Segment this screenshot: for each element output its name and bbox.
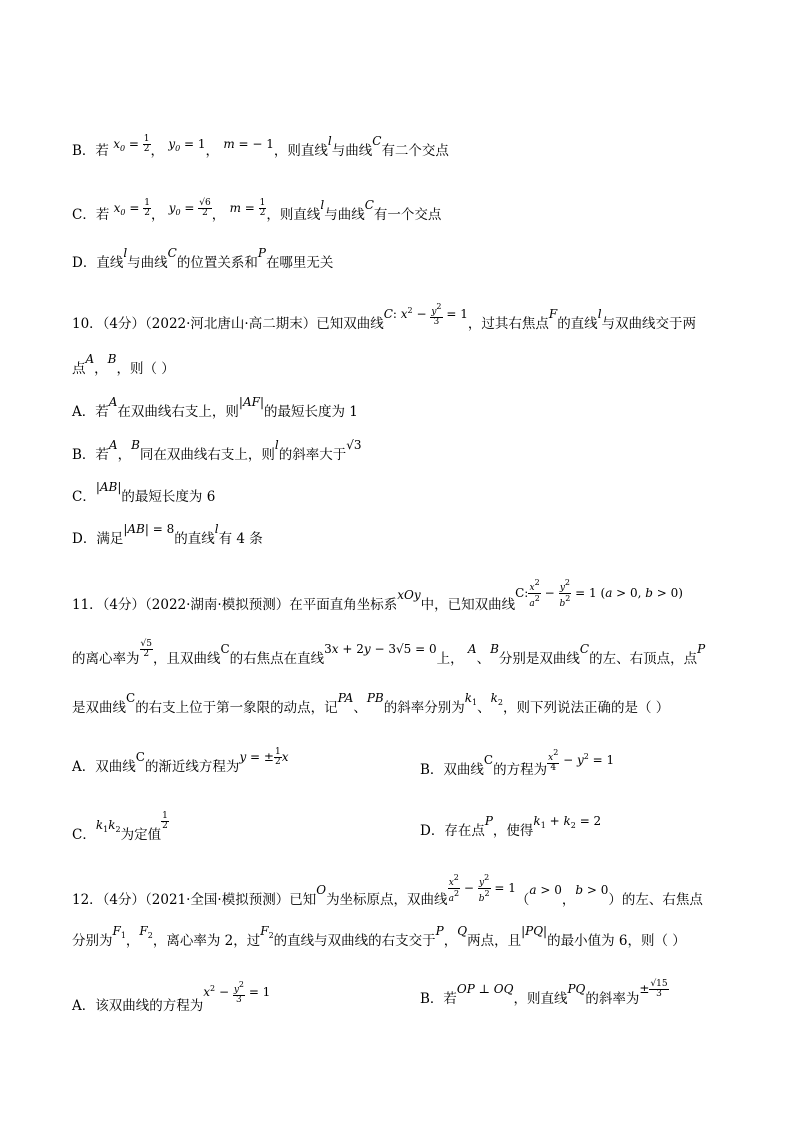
math-half: $\frac{1}{2}$: [162, 811, 168, 831]
q10-option-b: B．若A，B同在双曲线右支上，则l的斜率大于√3: [72, 438, 362, 463]
math-C: C: [167, 246, 177, 260]
q12-option-a: [72, 980, 271, 1014]
text: 的位置关系和: [176, 255, 258, 271]
text: 11．（4分）（2022·湖南·模拟预测）在平面直角坐标系: [72, 597, 398, 613]
text: ，: [443, 933, 458, 949]
math-C: C: [126, 691, 136, 705]
text: 同在双曲线右支上，则: [139, 447, 275, 463]
text: 的右焦点在直线: [229, 651, 325, 667]
text: 的方程为: [493, 762, 548, 778]
math-P: P: [257, 246, 266, 260]
math-B: B: [131, 438, 140, 452]
option-label: D．直线: [72, 255, 124, 271]
q11-stem-line3: [72, 689, 669, 717]
math-m: m = $\frac{1}{2}$: [229, 198, 266, 218]
q9-option-b: B．若 $x_0$ = $\frac{1}{2}$ ， $y_0 = 1$， m = − 1，则直线l与曲线C有二个交点: [72, 134, 449, 159]
q9-option-c: C．若 $x_0$ = $\frac{1}{2}$ ， $y_0$ = $\frac{√6}{2}$ ， m = $\frac{1}{2}$ ，则直线l与曲线C有一个交点: [72, 198, 442, 223]
text: 的直线: [557, 316, 598, 332]
math-k2: $k_2$: [490, 691, 503, 707]
math-Q: Q: [457, 924, 468, 938]
text: 分别为: [72, 933, 113, 949]
q12-stem: [72, 873, 703, 909]
math-PQ-abs: |PQ|: [521, 924, 548, 938]
q10-option-d: [72, 520, 263, 548]
q9-option-d: [72, 244, 333, 272]
q11-option-b: [420, 748, 614, 779]
math-equation: $x^2$ − $\frac{y2}{3}$ = 1: [203, 980, 271, 1005]
text: （: [515, 892, 530, 908]
math-B: B: [490, 642, 499, 656]
math-P: P: [697, 642, 706, 656]
text: 、: [477, 700, 491, 716]
text: 的斜率分别为: [383, 700, 465, 716]
text: ，则下列说法正确的是（ ）: [502, 700, 670, 716]
q12-option-b: [420, 980, 669, 1008]
math-asymptote: y = ± $\frac{1}{2}$ x: [239, 747, 289, 767]
math-AB-eq: |AB| = 8: [123, 522, 175, 536]
text: ，: [561, 892, 576, 908]
math-x0: $x_0$ = $\frac{1}{2}$: [113, 198, 150, 218]
math-C: C: [483, 753, 494, 767]
math-l: l: [123, 246, 128, 260]
text: 是双曲线: [72, 700, 126, 716]
q10-stem: [72, 302, 696, 333]
text: A．若: [72, 404, 109, 420]
math-F2: $F_2$: [260, 924, 274, 940]
text: 10．（4分）（2022·河北唐山·高二期末）已知双曲线: [72, 316, 384, 332]
text: ，则直线: [273, 143, 328, 159]
math-l: l: [327, 134, 332, 148]
math-C: C: [372, 134, 382, 148]
math-b-pos: b > 0: [575, 883, 609, 897]
math-B: B: [107, 352, 117, 366]
text: ）的左、右焦点: [608, 892, 703, 908]
text: 点: [72, 361, 86, 377]
math-PA: PA: [337, 691, 354, 705]
text: 、: [353, 700, 367, 716]
math-OP-perp-OQ: OP ⊥ OQ: [456, 982, 514, 996]
math-F1: $F_1$: [112, 924, 126, 940]
math-A: A: [85, 352, 95, 366]
text: 的最小值为 6，则（ ）: [547, 933, 686, 949]
text: 分别是双曲线: [498, 651, 580, 667]
math-sqrt3: √3: [346, 438, 362, 452]
text: ，则直线: [266, 207, 321, 223]
text: 的最短长度为 6: [121, 489, 216, 505]
math-AB: |AB|: [95, 480, 122, 494]
text: 有 4 条: [218, 531, 263, 547]
q12-options-ab: [72, 980, 732, 1015]
math-xOy: xOy: [397, 588, 421, 602]
math-PB: PB: [366, 691, 384, 705]
option-label: C．若: [72, 207, 110, 223]
math-x0: $x_0$ = $\frac{1}{2}$: [113, 134, 150, 154]
text: B．若: [420, 991, 457, 1007]
q10-option-a: [72, 393, 358, 421]
text: 中，已知双曲线: [420, 597, 516, 613]
text: 有一个交点: [373, 207, 442, 223]
math-k1: $k_1$: [464, 691, 478, 707]
math-equation: $\frac{x2}{4}$ − $y^2 = 1$: [548, 748, 615, 773]
q11-option-c: [72, 811, 169, 843]
math-ecc: $\frac{√5}{2}$: [140, 639, 152, 659]
text: ，则（ ）: [116, 361, 175, 377]
math-F2: $F_2$: [139, 924, 153, 940]
math-slope: ± $\frac{√15}{3}$: [639, 979, 668, 999]
text: 的最短长度为 1: [264, 404, 358, 420]
math-y0: $y_0$ = $\frac{√6}{2}$: [168, 198, 211, 218]
text: ，且双曲线: [152, 651, 221, 667]
math-O: O: [316, 883, 327, 897]
option-label: B．若: [72, 143, 109, 159]
text: A．该双曲线的方程为: [72, 998, 204, 1014]
math-PQ: PQ: [567, 982, 586, 996]
q11-stem: [72, 578, 683, 614]
text: C．: [72, 489, 96, 505]
text: 在双曲线右支上，则: [117, 404, 239, 420]
math-P: P: [435, 924, 444, 938]
q12-stem-line2: [72, 922, 686, 950]
math-curve: C: $\frac{x2}{a2}$ − $\frac{y2}{b2}$ = 1 (a > 0, b > 0): [515, 578, 683, 609]
text: 有二个交点: [381, 143, 449, 159]
text: 上，: [436, 651, 464, 667]
math-k1k2: $k_1k_2$: [95, 818, 121, 834]
math-C: C: [579, 642, 590, 656]
text: 与曲线: [127, 255, 168, 271]
q10-stem-cont: 点A，B，则（ ）: [72, 352, 175, 377]
text: ，使得: [492, 823, 534, 839]
q11-stem-line2: [72, 640, 705, 668]
math-a-pos: a > 0: [529, 883, 562, 897]
math-AF: |AF|: [238, 395, 265, 409]
math-C: C: [220, 642, 230, 656]
math-y0: $y_0 = 1$: [168, 137, 206, 153]
text: 的直线: [174, 531, 215, 547]
q11-options-cd: [72, 812, 732, 844]
math-m: m = − 1: [223, 137, 274, 151]
math-curve: C: $x^2$ − $\frac{y2}{3}$ = 1: [383, 302, 468, 327]
text: 为定值: [120, 827, 162, 843]
text: 在哪里无关: [265, 255, 334, 271]
text: 的斜率为: [585, 991, 640, 1007]
math-C: C: [135, 750, 145, 764]
math-l: l: [320, 198, 325, 212]
text: 两点，且: [467, 933, 522, 949]
math-A: A: [108, 395, 118, 409]
math-l: l: [214, 522, 219, 536]
text: 与曲线: [324, 207, 365, 223]
text: 的离心率为: [72, 651, 140, 667]
math-l: l: [274, 438, 279, 452]
text: A．双曲线: [72, 759, 136, 775]
math-P: P: [484, 814, 493, 828]
math-line: 3x + 2y − 3√5 = 0: [324, 642, 437, 656]
q11-options-ab: [72, 748, 732, 776]
q11-option-d: [420, 812, 601, 840]
text: ，过其右焦点: [467, 316, 549, 332]
text: ，离心率为 2，过: [152, 933, 261, 949]
text: B．双曲线: [420, 762, 484, 778]
text: B．若: [72, 447, 109, 463]
text: 的渐近线方程为: [144, 759, 240, 775]
math-C: C: [364, 198, 374, 212]
text: 的斜率大于: [278, 447, 347, 463]
text: C．: [72, 827, 96, 843]
math-k1-plus-k2: $k_1 + k_2 = 2$: [533, 814, 602, 830]
text: D．存在点: [420, 823, 485, 839]
text: 12．（4分）（2021·全国·模拟预测）已知: [72, 892, 317, 908]
math-l: l: [597, 307, 602, 321]
q10-option-c: [72, 478, 215, 506]
text: 的直线与双曲线的右支交于: [273, 933, 436, 949]
math-hyperbola: $\frac{x2}{a2}$ − $\frac{y2}{b2}$ = 1: [448, 873, 516, 904]
text: 与双曲线交于两: [601, 316, 697, 332]
text: ，则直线: [513, 991, 568, 1007]
math-A: A: [467, 642, 477, 656]
text: D．满足: [72, 531, 124, 547]
text: 的左、右顶点，点: [589, 651, 698, 667]
text: ，: [125, 933, 140, 949]
text: 、: [476, 651, 491, 667]
text: 的右支上位于第一象限的动点，记: [135, 700, 338, 716]
math-A: A: [108, 438, 118, 452]
q11-option-a: [72, 747, 289, 775]
math-F: F: [548, 307, 558, 321]
text: 与曲线: [331, 143, 373, 159]
text: 为坐标原点，双曲线: [326, 892, 448, 908]
